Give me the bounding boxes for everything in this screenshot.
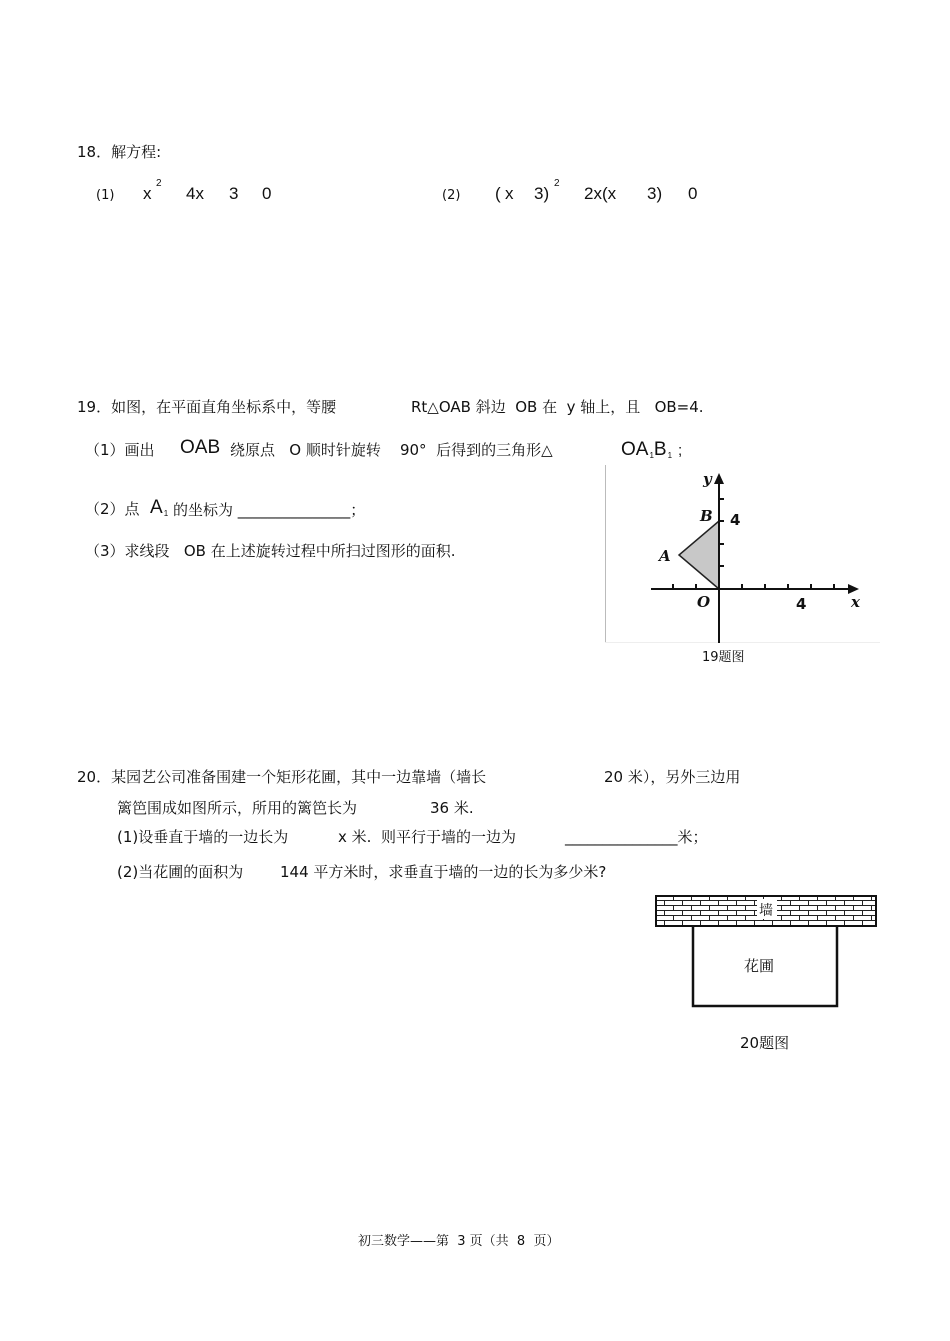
wall-label: 墙 — [759, 903, 773, 919]
q20-stem-b: 20 米），另外三边用 — [604, 768, 741, 786]
q18-part1-0: 0 — [262, 184, 272, 203]
q19-part1-end: ; — [678, 442, 683, 459]
q20-caption: 20题图 — [740, 1034, 790, 1052]
q19-part1-a: （1）画出 — [85, 441, 155, 459]
point-b-label: B — [700, 507, 713, 525]
q19-part2-a1 — [150, 499, 168, 523]
y-axis-arrow — [714, 473, 724, 484]
q19-part2-b: 的坐标为 _______________； — [173, 501, 366, 519]
q20-line2-b: 36 米. — [430, 799, 474, 817]
q19-part1-sub2: 1 — [667, 451, 673, 460]
origin-label: O — [697, 593, 711, 611]
q20-part1-b: x 米. 则平行于墙的一边为 — [338, 828, 516, 846]
q19-part1-b-letter: B — [653, 439, 667, 460]
q18-part1-3: 3 — [229, 184, 239, 203]
garden-label: 花圃 — [744, 957, 775, 975]
q18-part2-lparen: ( — [495, 184, 501, 203]
q18-part1-label: (1) — [96, 188, 115, 203]
point-a-label: A — [659, 547, 671, 565]
q20-part2-b: 144 平方米时，求垂直于墙的一边的长为多少米? — [280, 863, 607, 881]
q18-part2-exponent: 2 — [554, 178, 560, 189]
q20-part1-c: _______________米； — [565, 828, 708, 846]
y-tick-4-label: 4 — [730, 511, 741, 529]
q19-part1-b: 绕原点 O 顺时针旋转 90° 后得到的三角形△ — [230, 441, 553, 459]
q18-part1-4x: 4x — [186, 184, 204, 203]
q18-part2-0: 0 — [688, 184, 698, 203]
q18-title: 18．解方程: — [77, 143, 162, 161]
q19-part2-sub: 1 — [163, 509, 169, 518]
q19-part2-A: A — [150, 497, 163, 518]
q19-part1-oab: OAB — [180, 437, 221, 458]
q18-part2-3a: 3) — [534, 184, 550, 203]
x-axis-label: x — [851, 593, 860, 611]
q19-stem-a: 19．如图，在平面直角坐标系中，等腰 — [77, 398, 337, 416]
q18-part2-3b: 3) — [647, 184, 663, 203]
triangle-oab — [679, 521, 719, 589]
q19-part1-sub1: 1 — [649, 451, 654, 460]
q20-part1-a: (1)设垂直于墙的一边长为 — [117, 828, 289, 846]
q19-part2-a: （2）点 — [85, 500, 140, 518]
x-tick-4-label: 4 — [796, 595, 807, 613]
q18-part1-x: x — [143, 184, 152, 203]
q20-line2-a: 篱笆围成如图所示，所用的篱笆长为 — [117, 799, 358, 817]
q19-figure — [605, 465, 880, 643]
q19-part1-oa1b1 — [621, 441, 682, 465]
q18-part1-exponent: 2 — [156, 178, 162, 189]
q19-stem-b: Rt△OAB 斜边 OB 在 y 轴上，且 OB=4. — [411, 398, 704, 416]
q20-figure — [655, 895, 877, 1011]
page-footer: 初三数学——第 3 页（共 8 页） — [358, 1234, 560, 1249]
q19-part3: （3）求线段 OB 在上述旋转过程中所扫过图形的面积. — [85, 542, 456, 560]
q18-part2-rest: 2x(x — [584, 184, 617, 203]
q19-part1-oa: OA — [621, 439, 649, 460]
q18-part2-label: (2) — [442, 188, 461, 203]
q20-stem-a: 20．某园艺公司准备围建一个矩形花圃，其中一边靠墙（墙长 — [77, 768, 487, 786]
q18-part2-x: x — [505, 184, 514, 203]
q20-part2-a: (2)当花圃的面积为 — [117, 863, 244, 881]
q19-caption: 19题图 — [702, 650, 745, 665]
y-axis-label: y — [703, 470, 712, 488]
